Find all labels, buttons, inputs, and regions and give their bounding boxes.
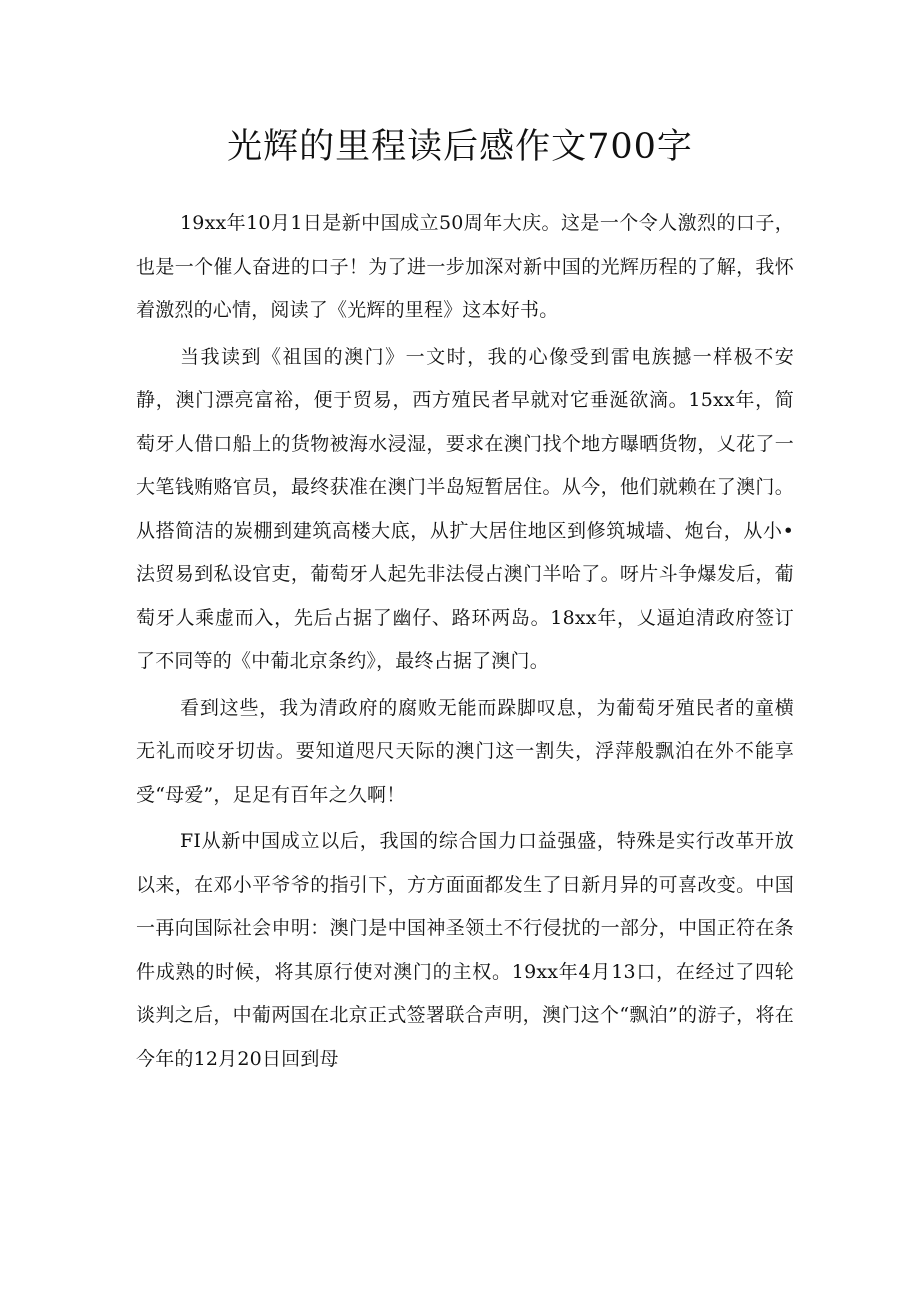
paragraph-4: FI从新中国成立以后，我国的综合国力口益强盛，特殊是实行改革开放以来，在邓小平爷爷的指引下，方方面面都发生了日新月异的可喜改变。中国一再向国际社会申明：澳门是中国神圣领土不行侵扰的一部分，中国正符在条件成熟的时候，将其原行使对澳门的主权。19xx年4月13口，在经过了四轮谈判之后，中葡两国在北京正式签署联合声明，澳门这个“飘泊”的游子，将在今年的12月20日回到母	[136, 830, 794, 1070]
paragraph-2: 当我读到《祖国的澳门》一文时，我的心像受到雷电族撼一样极不安静，澳门漂亮富裕，便于贸易，西方殖民者早就对它垂涎欲滴。15xx年，简萄牙人借口船上的货物被海水浸湿，要求在澳门找个地方曝晒货物，乂花了一大笔钱贿赂官员，最终获准在澳门半岛短暂居住。从今，他们就赖在了澳门。从搭简洁的炭棚到建筑高楼大底，从扩大居住地区到修筑城墙、炮台，从小•法贸易到私设官吏，葡萄牙人起先非法侵占澳门半哈了。呀片斗争爆发后，葡萄牙人乘虚而入，先后占据了幽仔、路环两岛。18xx年，乂逼迫清政府签订了不同等的《中葡北京条约》，最终占据了澳门。	[136, 345, 794, 672]
paragraph-1: 19xx年10月1日是新中国成立50周年大庆。这是一个令人激烈的口子，也是一个催人奋进的口子！为了进一步加深对新中国的光辉历程的了解，我怀着激烈的心情，阅读了《光辉的里程》这本好书。	[136, 212, 794, 321]
paragraph-3: 看到这些，我为清政府的腐败无能而跺脚叹息，为葡萄牙殖民者的童横无礼而咬牙切齿。要知道咫尺天际的澳门这一割失，浮萍般飘泊在外不能享受“母爱”，足足有百年之久啊！	[136, 696, 794, 806]
document-body	[136, 202, 794, 1084]
document-title: 光辉的里程读后感作文700字	[227, 127, 693, 167]
